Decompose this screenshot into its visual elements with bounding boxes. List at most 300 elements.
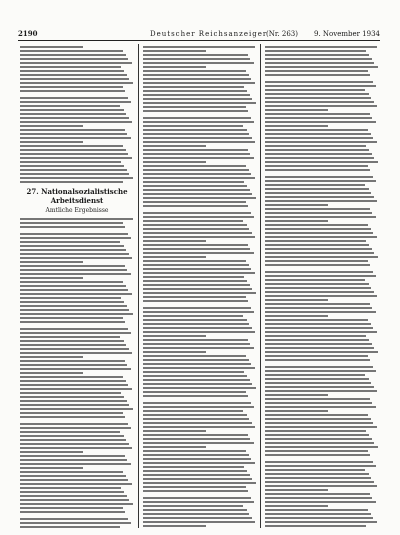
text-line bbox=[20, 404, 129, 406]
text-line bbox=[143, 323, 249, 325]
text-line bbox=[20, 62, 132, 64]
text-line bbox=[20, 455, 125, 457]
text-line bbox=[265, 319, 368, 321]
text-line bbox=[143, 153, 250, 155]
text-line bbox=[265, 117, 372, 119]
text-line bbox=[265, 97, 371, 99]
text-line bbox=[143, 418, 249, 420]
text-line bbox=[143, 197, 256, 199]
text-line bbox=[20, 129, 125, 131]
text-line bbox=[20, 431, 120, 433]
issue-number: (Nr. 263) bbox=[266, 30, 298, 38]
text-line bbox=[265, 414, 368, 416]
text-line bbox=[265, 157, 374, 159]
text-column-1 bbox=[20, 44, 134, 528]
text-line bbox=[143, 212, 251, 214]
text-line bbox=[143, 62, 254, 64]
text-line bbox=[20, 269, 127, 271]
text-line bbox=[143, 232, 252, 234]
text-line bbox=[265, 422, 373, 424]
text-line bbox=[20, 495, 127, 497]
text-line bbox=[143, 165, 246, 167]
text-line bbox=[265, 438, 372, 440]
text-line bbox=[265, 58, 372, 60]
text-line bbox=[20, 447, 132, 449]
text-line bbox=[143, 169, 249, 171]
text-line bbox=[143, 244, 248, 246]
text-line bbox=[20, 321, 125, 323]
text-line bbox=[265, 200, 377, 202]
text-line bbox=[265, 89, 365, 91]
text-line bbox=[143, 193, 252, 195]
text-line bbox=[20, 475, 126, 477]
text-line bbox=[265, 196, 374, 198]
text-line bbox=[265, 165, 368, 167]
text-line bbox=[265, 382, 371, 384]
text-line bbox=[265, 303, 370, 305]
text-line bbox=[265, 188, 369, 190]
text-line bbox=[265, 109, 328, 111]
text-line bbox=[265, 481, 374, 483]
text-line bbox=[265, 374, 365, 376]
text-line bbox=[143, 438, 250, 440]
text-line bbox=[143, 450, 246, 452]
text-line bbox=[265, 248, 372, 250]
text-block bbox=[265, 46, 379, 528]
text-line bbox=[265, 176, 373, 178]
text-line bbox=[20, 237, 131, 239]
text-line bbox=[265, 216, 376, 218]
text-line bbox=[143, 367, 255, 369]
text-line bbox=[143, 185, 247, 187]
text-line bbox=[143, 58, 250, 60]
text-line bbox=[143, 189, 250, 191]
text-line bbox=[20, 70, 124, 72]
text-line bbox=[265, 46, 377, 48]
text-line bbox=[20, 392, 121, 394]
text-line bbox=[143, 375, 247, 377]
text-line bbox=[265, 129, 368, 131]
text-line bbox=[143, 252, 254, 254]
text-line bbox=[20, 66, 121, 68]
text-line bbox=[143, 359, 249, 361]
text-line bbox=[265, 450, 368, 452]
text-line bbox=[265, 315, 328, 317]
text-block bbox=[20, 46, 134, 183]
text-line bbox=[143, 327, 252, 329]
text-line bbox=[20, 161, 121, 163]
text-line bbox=[143, 220, 243, 222]
text-line bbox=[265, 283, 369, 285]
text-line bbox=[265, 327, 373, 329]
text-line bbox=[20, 301, 124, 303]
text-line bbox=[143, 248, 250, 250]
text-line bbox=[20, 285, 126, 287]
text-line bbox=[265, 430, 366, 432]
text-line bbox=[20, 181, 123, 183]
text-line bbox=[143, 391, 246, 393]
text-line bbox=[143, 474, 250, 476]
text-line bbox=[265, 208, 370, 210]
text-line bbox=[143, 240, 206, 242]
text-line bbox=[143, 292, 256, 294]
text-line bbox=[265, 81, 373, 83]
text-line bbox=[265, 287, 371, 289]
text-line bbox=[265, 244, 369, 246]
text-line bbox=[143, 482, 256, 484]
text-line bbox=[143, 157, 254, 159]
text-line bbox=[20, 372, 83, 374]
text-line bbox=[143, 90, 247, 92]
text-block bbox=[20, 218, 134, 528]
text-line bbox=[265, 485, 377, 487]
text-line bbox=[265, 50, 366, 52]
text-line bbox=[265, 307, 372, 309]
text-line bbox=[265, 295, 377, 297]
text-line bbox=[143, 490, 248, 492]
text-line bbox=[265, 252, 374, 254]
text-line bbox=[143, 288, 252, 290]
text-line bbox=[265, 469, 365, 471]
text-line bbox=[265, 311, 376, 313]
text-line bbox=[143, 509, 247, 511]
text-line bbox=[265, 434, 369, 436]
text-line bbox=[265, 291, 374, 293]
text-line bbox=[265, 236, 377, 238]
text-line bbox=[143, 125, 243, 127]
text-line bbox=[265, 323, 371, 325]
text-line bbox=[143, 442, 254, 444]
text-line bbox=[265, 390, 377, 392]
text-line bbox=[20, 427, 131, 429]
text-line bbox=[20, 113, 126, 115]
text-line bbox=[265, 355, 368, 357]
text-line bbox=[20, 241, 120, 243]
text-line bbox=[265, 62, 374, 64]
text-column-2 bbox=[143, 44, 257, 528]
text-line bbox=[20, 380, 126, 382]
text-line bbox=[143, 78, 251, 80]
page-number: 2190 bbox=[18, 29, 38, 38]
text-line bbox=[20, 153, 128, 155]
text-line bbox=[143, 343, 250, 345]
text-line bbox=[143, 94, 250, 96]
section-heading: 27. Nationalsozialistische Arbeitsdienst bbox=[26, 187, 128, 205]
text-line bbox=[20, 173, 129, 175]
text-line bbox=[20, 50, 123, 52]
text-line bbox=[265, 394, 328, 396]
text-line bbox=[265, 347, 374, 349]
text-line bbox=[20, 344, 126, 346]
text-line bbox=[265, 161, 378, 163]
text-line bbox=[143, 402, 251, 404]
text-line bbox=[20, 257, 132, 259]
text-line bbox=[20, 364, 127, 366]
text-line bbox=[20, 348, 129, 350]
text-line bbox=[143, 110, 248, 112]
text-line bbox=[20, 165, 124, 167]
text-line bbox=[20, 400, 127, 402]
text-line bbox=[20, 245, 124, 247]
text-line bbox=[143, 466, 244, 468]
text-line bbox=[20, 340, 124, 342]
text-line bbox=[143, 82, 255, 84]
text-line bbox=[143, 177, 255, 179]
text-line bbox=[143, 181, 244, 183]
text-line bbox=[143, 228, 249, 230]
text-line bbox=[143, 149, 248, 151]
text-line bbox=[265, 343, 372, 345]
text-line bbox=[143, 462, 255, 464]
text-line bbox=[20, 78, 129, 80]
text-line bbox=[143, 137, 252, 139]
publication-date: 9. November 1934 bbox=[314, 30, 380, 38]
text-line bbox=[265, 275, 376, 277]
text-line bbox=[265, 525, 366, 527]
text-line bbox=[20, 416, 125, 418]
text-line bbox=[143, 406, 254, 408]
text-line bbox=[20, 233, 128, 235]
text-line bbox=[265, 351, 378, 353]
text-line bbox=[20, 273, 131, 275]
text-line bbox=[143, 54, 248, 56]
text-line bbox=[20, 471, 123, 473]
text-line bbox=[20, 121, 132, 123]
text-line bbox=[20, 109, 124, 111]
text-line bbox=[20, 459, 127, 461]
text-line bbox=[20, 317, 123, 319]
text-line bbox=[265, 228, 371, 230]
text-line bbox=[143, 351, 206, 353]
text-line bbox=[265, 418, 371, 420]
text-line bbox=[265, 513, 371, 515]
text-line bbox=[143, 513, 249, 515]
text-line bbox=[143, 355, 246, 357]
text-line bbox=[265, 279, 365, 281]
text-line bbox=[143, 387, 256, 389]
text-line bbox=[143, 371, 244, 373]
text-line bbox=[20, 157, 132, 159]
text-line bbox=[20, 117, 129, 119]
text-line bbox=[20, 141, 83, 143]
text-line bbox=[265, 153, 372, 155]
text-line bbox=[143, 70, 246, 72]
text-line bbox=[265, 366, 373, 368]
header-rule bbox=[18, 40, 380, 41]
text-line bbox=[20, 249, 126, 251]
text-line bbox=[143, 133, 249, 135]
text-line bbox=[265, 145, 366, 147]
text-line bbox=[20, 336, 120, 338]
text-line bbox=[20, 332, 131, 334]
text-line bbox=[20, 356, 83, 358]
text-line bbox=[143, 276, 244, 278]
text-line bbox=[20, 483, 132, 485]
text-line bbox=[20, 105, 120, 107]
text-line bbox=[143, 430, 206, 432]
text-line bbox=[143, 470, 247, 472]
text-line bbox=[143, 66, 206, 68]
text-line bbox=[20, 328, 128, 330]
text-line bbox=[143, 284, 250, 286]
text-line bbox=[265, 141, 377, 143]
text-line bbox=[20, 313, 133, 315]
text-line bbox=[265, 501, 376, 503]
column-divider bbox=[138, 44, 139, 528]
text-line bbox=[143, 216, 254, 218]
text-line bbox=[20, 82, 133, 84]
text-line bbox=[265, 125, 328, 127]
text-line bbox=[143, 268, 251, 270]
text-line bbox=[265, 477, 371, 479]
text-line bbox=[265, 113, 370, 115]
text-line bbox=[143, 497, 251, 499]
text-line bbox=[143, 319, 247, 321]
text-line bbox=[143, 307, 251, 309]
text-line bbox=[20, 491, 124, 493]
text-line bbox=[143, 201, 246, 203]
text-line bbox=[20, 149, 126, 151]
text-line bbox=[265, 489, 328, 491]
text-line bbox=[20, 463, 131, 465]
text-line bbox=[143, 264, 249, 266]
text-line bbox=[265, 101, 374, 103]
text-line bbox=[20, 97, 128, 99]
text-line bbox=[265, 66, 378, 68]
text-line bbox=[265, 256, 378, 258]
text-line bbox=[20, 439, 126, 441]
text-line bbox=[143, 315, 243, 317]
text-line bbox=[20, 423, 128, 425]
text-line bbox=[20, 145, 123, 147]
text-line bbox=[143, 331, 255, 333]
text-line bbox=[265, 240, 366, 242]
text-line bbox=[265, 137, 373, 139]
text-line bbox=[143, 395, 248, 397]
text-line bbox=[20, 222, 123, 224]
text-line bbox=[20, 90, 125, 92]
text-line bbox=[143, 98, 252, 100]
text-line bbox=[143, 117, 251, 119]
text-line bbox=[143, 121, 254, 123]
text-line bbox=[20, 86, 123, 88]
text-line bbox=[20, 412, 123, 414]
text-line bbox=[143, 410, 243, 412]
text-line bbox=[143, 300, 248, 302]
text-line bbox=[20, 46, 83, 48]
text-line bbox=[265, 465, 376, 467]
text-line bbox=[143, 383, 252, 385]
text-line bbox=[20, 305, 127, 307]
text-line bbox=[265, 517, 373, 519]
text-line bbox=[265, 204, 328, 206]
text-line bbox=[20, 309, 129, 311]
text-line bbox=[143, 379, 250, 381]
text-line bbox=[20, 388, 132, 390]
text-line bbox=[265, 410, 328, 412]
text-line bbox=[20, 396, 124, 398]
text-line bbox=[143, 173, 251, 175]
text-line bbox=[20, 101, 131, 103]
text-line bbox=[265, 184, 365, 186]
text-line bbox=[265, 505, 328, 507]
text-line bbox=[143, 161, 206, 163]
text-line bbox=[265, 402, 372, 404]
text-line bbox=[143, 525, 206, 527]
text-line bbox=[265, 271, 373, 273]
text-line bbox=[20, 261, 83, 263]
text-line bbox=[143, 256, 206, 258]
text-line bbox=[143, 505, 243, 507]
text-line bbox=[143, 236, 255, 238]
text-line bbox=[143, 434, 248, 436]
text-line bbox=[143, 224, 247, 226]
text-line bbox=[20, 281, 123, 283]
text-line bbox=[265, 121, 376, 123]
text-line bbox=[143, 347, 254, 349]
text-line bbox=[20, 58, 128, 60]
text-line bbox=[265, 220, 328, 222]
text-line bbox=[20, 297, 121, 299]
text-line bbox=[143, 145, 206, 147]
text-line bbox=[265, 105, 377, 107]
text-line bbox=[20, 451, 83, 453]
text-line bbox=[143, 335, 206, 337]
text-line bbox=[265, 212, 372, 214]
text-line bbox=[265, 133, 371, 135]
text-line bbox=[20, 443, 129, 445]
text-block bbox=[143, 46, 257, 528]
text-line bbox=[265, 493, 370, 495]
text-line bbox=[20, 54, 126, 56]
text-line bbox=[143, 521, 255, 523]
text-line bbox=[143, 260, 246, 262]
text-line bbox=[20, 435, 124, 437]
text-line bbox=[20, 253, 129, 255]
text-line bbox=[265, 54, 369, 56]
text-line bbox=[20, 384, 128, 386]
text-line bbox=[265, 473, 369, 475]
text-line bbox=[265, 335, 366, 337]
text-line bbox=[143, 517, 252, 519]
text-line bbox=[143, 102, 256, 104]
text-line bbox=[20, 360, 125, 362]
text-line bbox=[265, 299, 328, 301]
text-line bbox=[265, 446, 378, 448]
text-line bbox=[20, 408, 133, 410]
text-line bbox=[143, 486, 246, 488]
text-line bbox=[20, 125, 83, 127]
text-line bbox=[20, 277, 83, 279]
text-line bbox=[265, 180, 376, 182]
text-line bbox=[265, 406, 376, 408]
text-line bbox=[265, 149, 369, 151]
text-line bbox=[143, 50, 206, 52]
text-line bbox=[265, 260, 368, 262]
text-line bbox=[143, 296, 246, 298]
text-line bbox=[265, 398, 370, 400]
text-line bbox=[265, 93, 369, 95]
text-line bbox=[265, 521, 377, 523]
text-line bbox=[265, 70, 368, 72]
text-line bbox=[143, 272, 255, 274]
text-line bbox=[20, 137, 131, 139]
text-line bbox=[265, 461, 373, 463]
text-line bbox=[143, 501, 254, 503]
text-line bbox=[143, 454, 249, 456]
text-line bbox=[265, 192, 371, 194]
text-line bbox=[143, 106, 246, 108]
